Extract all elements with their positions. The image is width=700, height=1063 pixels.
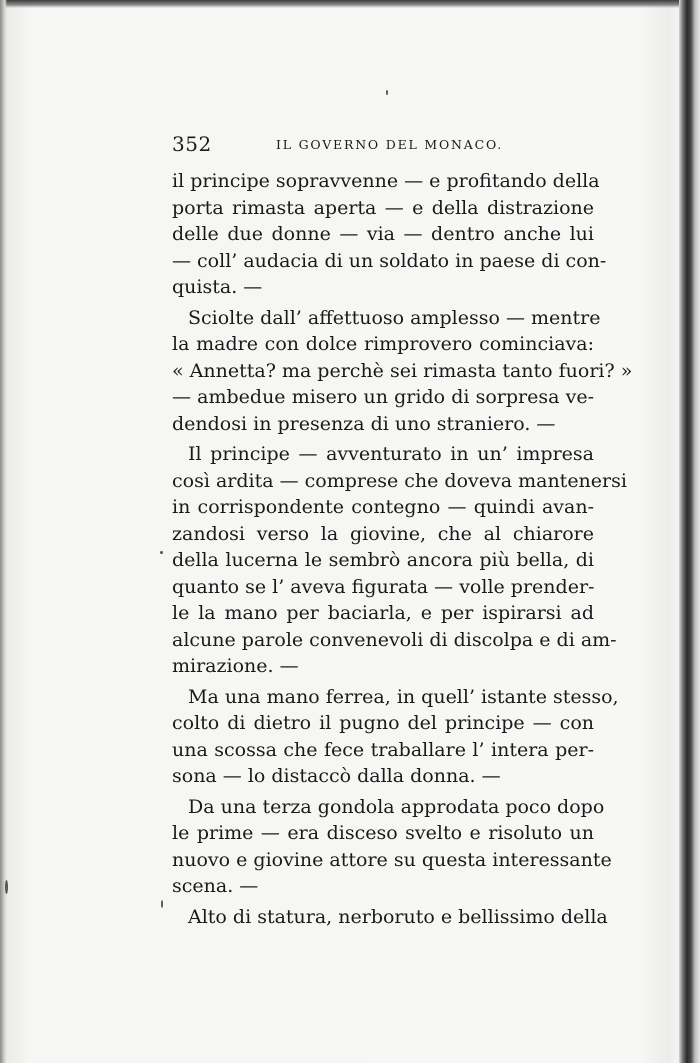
header-title: IL GOVERNO DEL MONACO. <box>276 137 504 152</box>
text-line: porta rimasta aperta — e della distrazione <box>172 196 594 219</box>
page-number: 352 <box>172 132 212 156</box>
page-top-edge <box>0 0 700 8</box>
paragraph <box>172 305 633 438</box>
scan-speck <box>161 900 163 908</box>
page-left-edge <box>0 0 7 1063</box>
text-line: in corrispondente contegno — quindi avan- <box>172 496 594 518</box>
text-line: quanto se l’ aveva figurata — volle prender- <box>172 575 595 598</box>
text-line: Ma una mano ferrea, in quell’ istante stesso, <box>188 685 619 708</box>
text-line: della lucerna le sembrò ancora più bella, di <box>172 549 594 571</box>
text-line: mirazione. — <box>172 655 299 677</box>
scan-speck <box>386 90 388 95</box>
text-line: zandosi verso la giovine, che al chiarore <box>172 522 594 545</box>
text-line: sona — lo distaccò dalla donna. — <box>172 765 501 787</box>
text-line: — coll’ audacia di un soldato in paese di con- <box>172 249 607 272</box>
text-line: Alto di statura, nerboruto e bellissimo della <box>188 905 608 928</box>
text-line: colto di dietro il pugno del principe — con <box>172 712 594 734</box>
text-line: Da una terza gondola approdata poco dopo <box>188 795 605 818</box>
scan-speck <box>5 880 8 894</box>
text-line: nuovo e giovine attore su questa interessante <box>172 848 612 871</box>
text-line: il principe sopravvenne — e profitando della <box>172 170 600 192</box>
text-line: delle due donne — via — dentro anche lui <box>172 223 594 245</box>
text-line: quista. — <box>172 276 263 298</box>
paragraph <box>172 904 608 931</box>
paragraph <box>172 684 619 790</box>
text-line: così ardita — comprese che doveva mantenersi <box>172 469 627 492</box>
text-line: la madre con dolce rimprovero cominciava: <box>172 333 594 355</box>
running-head <box>172 130 594 158</box>
text-line: una scossa che fece traballare l’ intera per- <box>172 738 594 761</box>
paragraph <box>172 794 612 900</box>
paragraph <box>172 168 607 301</box>
text-line: dendosi in presenza di uno straniero. — <box>172 412 556 435</box>
text-line: le prime — era disceso svelto e risoluto un <box>172 822 594 844</box>
paragraph <box>172 441 627 680</box>
body-text <box>172 168 633 930</box>
scan-speck <box>160 551 163 554</box>
text-line: alcune parole convenevoli di discolpa e di am- <box>172 628 617 651</box>
text-line: « Annetta? ma perchè sei rimasta tanto fuori? » <box>172 359 633 382</box>
text-line: Il principe — avventurato in un’ impresa <box>188 443 594 465</box>
text-line: Sciolte dall’ affettuoso amplesso — mentre <box>188 306 601 329</box>
book-spine-edge <box>679 0 700 1063</box>
text-line: le la mano per baciarla, e per ispirarsi ad <box>172 602 594 624</box>
text-line: — ambedue misero un grido di sorpresa ve- <box>172 386 594 408</box>
text-line: scena. — <box>172 875 259 897</box>
